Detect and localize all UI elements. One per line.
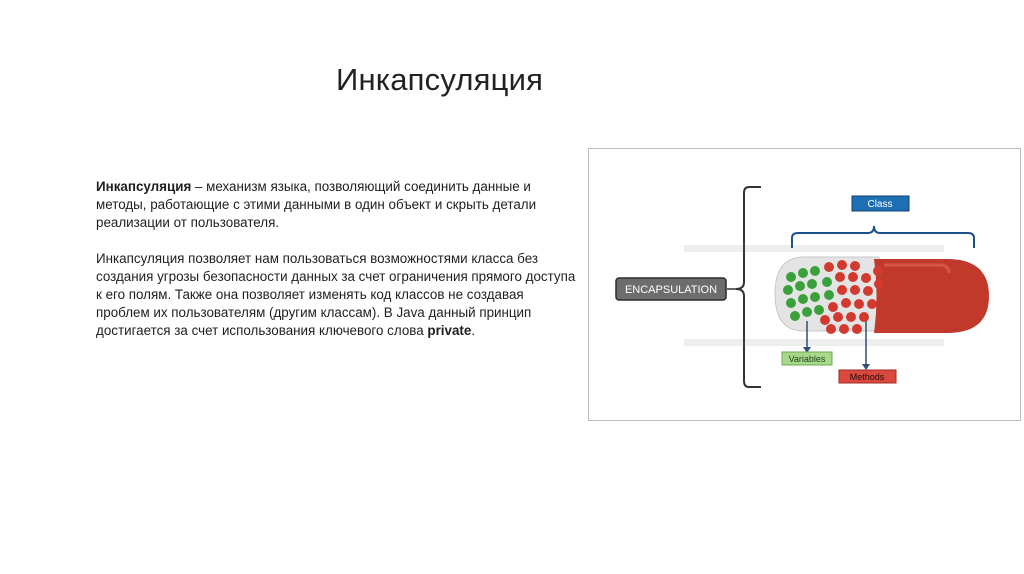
explanation-end: . <box>471 323 476 338</box>
definition-text: – механизм языка, позволяющий соединить данные и методы, работающие с этими данными в один объект и скрыть детали реализации от пользователя. <box>96 179 537 230</box>
variables-label: Variables <box>788 354 826 364</box>
diagram-svg <box>589 149 1022 422</box>
keyword-private: private <box>427 323 472 338</box>
description-text <box>96 178 576 358</box>
explanation-text: Инкапсуляция позволяет нам пользоваться возможностями класса без создания угрозы безопасности данных за счет ограничения прямого доступа к его полям. Также она позволяет изменять код классов не создавая проблем их пользователям (другим классам). В Java данный принцип достигается за счет использования ключевого слова <box>96 251 576 338</box>
class-brace <box>792 226 974 248</box>
capsule-red-half <box>874 259 989 333</box>
paragraph-definition <box>96 178 576 232</box>
encapsulation-diagram <box>588 148 1021 421</box>
methods-arrowhead <box>862 364 870 370</box>
left-brace <box>736 187 761 387</box>
methods-label: Methods <box>849 372 885 382</box>
slide-title: Инкапсуляция <box>336 62 544 97</box>
term-encapsulation: Инкапсуляция <box>96 179 192 194</box>
class-label: Class <box>867 199 893 210</box>
paragraph-explanation <box>96 250 576 340</box>
encapsulation-label: ENCAPSULATION <box>624 284 718 296</box>
